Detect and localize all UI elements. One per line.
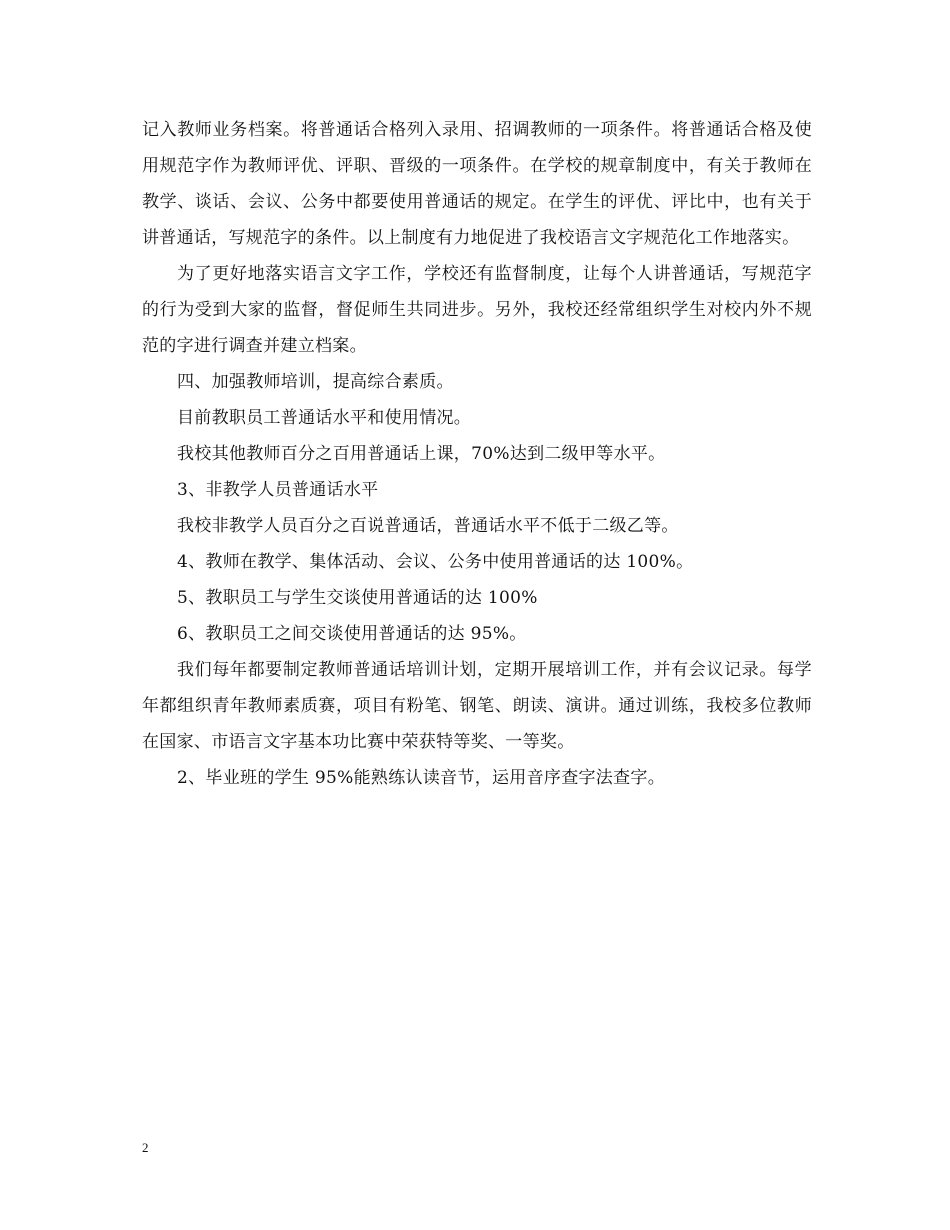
paragraph-12: 2、毕业班的学生 95%能熟练认读音节，运用音序查字法查字。	[177, 768, 666, 788]
paragraph-7: 我校非教学人员百分之百说普通话，普通话水平不低于二级乙等。	[177, 516, 679, 536]
paragraph-5: 我校其他教师百分之百用普通话上课，70%达到二级甲等水平。	[177, 444, 666, 464]
paragraph-6: 3、非教学人员普通话水平	[177, 480, 379, 500]
paragraph-10: 6、教职员工之间交谈使用普通话的达 95%。	[177, 624, 527, 644]
paragraph-1: 记入教师业务档案。将普通话合格列入录用、招调教师的一项条件。将普通话合格及使用规范字作为教师评优、评职、晋级的一项条件。在学校的规章制度中，有关于教师在教学、谈话、会议、公务中都要使用普通话的规定。在学生的评优、评比中，也有关于讲普通话，写规范字的条件。以上制度有力地促进了我校语言文字规范化工作地落实。	[142, 120, 812, 248]
paragraph-2: 为了更好地落实语言文字工作，学校还有监督制度，让每个人讲普通话，写规范字的行为受到大家的监督，督促师生共同进步。另外，我校还经常组织学生对校内外不规范的字进行调查并建立档案。	[142, 264, 812, 356]
paragraph-9: 5、教职员工与学生交谈使用普通话的达 100%	[177, 588, 538, 608]
paragraph-3: 四、加强教师培训，提高综合素质。	[177, 372, 454, 392]
paragraph-11: 我们每年都要制定教师普通话培训计划，定期开展培训工作，并有会议记录。每学年都组织青年教师素质赛，项目有粉笔、钢笔、朗读、演讲。通过训练，我校多位教师在国家、市语言文字基本功比赛中荣获特等奖、一等奖。	[142, 660, 812, 752]
paragraph-4: 目前教职员工普通话水平和使用情况。	[177, 408, 472, 428]
document-body	[142, 112, 812, 796]
paragraph-8: 4、教师在教学、集体活动、会议、公务中使用普通话的达 100%。	[177, 552, 694, 572]
page-number: 2	[142, 1140, 149, 1155]
